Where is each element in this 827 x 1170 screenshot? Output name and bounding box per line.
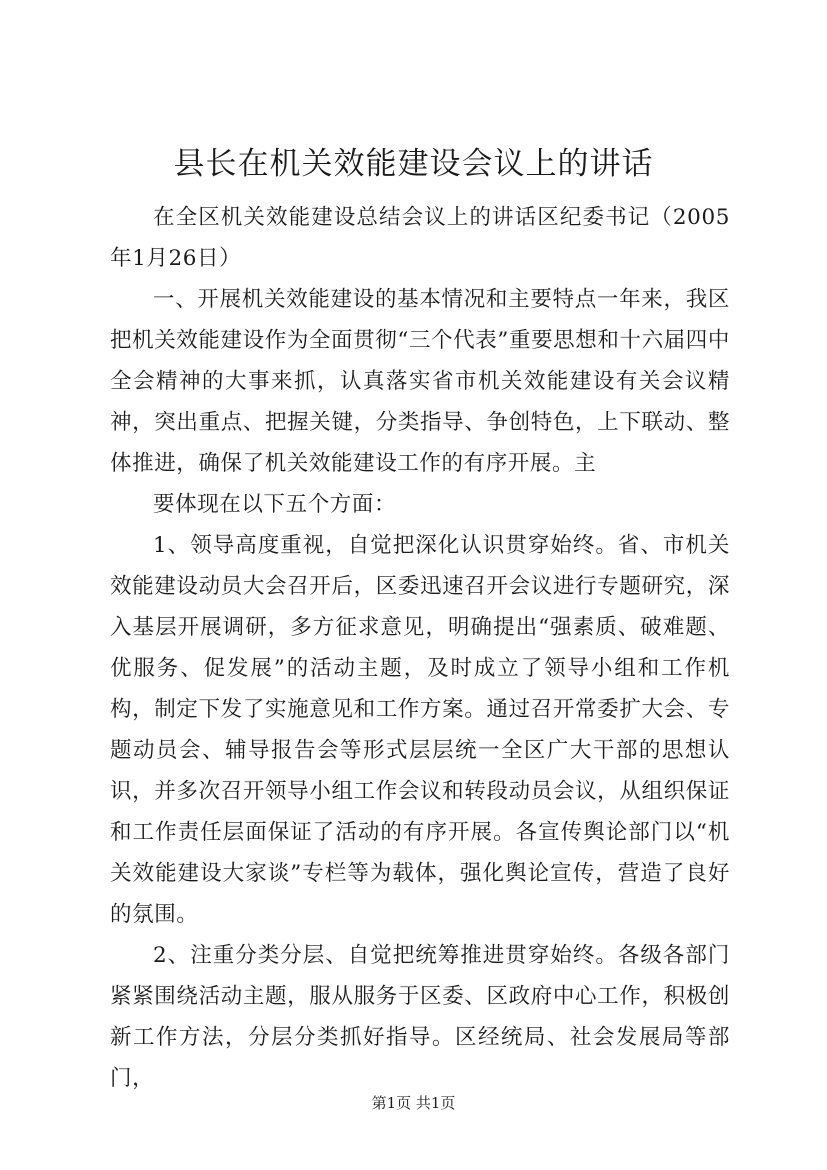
paragraph-point-two: 2、注重分类分层、自觉把统筹推进贯穿始终。各级各部门紧紧围绕活动主题，服从服务于区委、区政府中心工作，积极创新工作方法，分层分类抓好指导。区经统局、社会发展局等部门， — [110, 943, 730, 1091]
paragraph-section-one: 一、开展机关效能建设的基本情况和主要特点一年来，我区把机关效能建设作为全面贯彻“三个代表”重要思想和十六届四中全会精神的大事来抓，认真落实省市机关效能建设有关会议精神，突出重点、把握关键，分类指导、争创特色，上下联动、整体推进，确保了机关效能建设工作的有序开展。主 — [110, 287, 730, 476]
paragraph-point-one: 1、领导高度重视，自觉把深化认识贯穿始终。省、市机关效能建设动员大会召开后，区委迅速召开会议进行专题研究，深入基层开展调研，多方征求意见，明确提出“强素质、破难题、优服务、促发展”的活动主题，及时成立了领导小组和工作机构，制定下发了实施意见和工作方案。通过召开常委扩大会、专题动员会、辅导报告会等形式层层统一全区广大干部的思想认识，并多次召开领导小组工作会议和转段动员会议，从组织保证和工作责任层面保证了活动的有序开展。各宣传舆论部门以“机关效能建设大家谈”专栏等为载体，强化舆论宣传，营造了良好的氛围。 — [110, 533, 730, 927]
paragraph-intro: 在全区机关效能建设总结会议上的讲话区纪委书记（2005年1月26日） — [110, 205, 730, 271]
document-body — [110, 197, 730, 1099]
document-title: 县长在机关效能建设会议上的讲话 — [173, 146, 654, 182]
page-footer: 第1页 共1页 — [371, 1094, 456, 1112]
paragraph-five-aspects: 要体现在以下五个方面： — [153, 492, 397, 517]
